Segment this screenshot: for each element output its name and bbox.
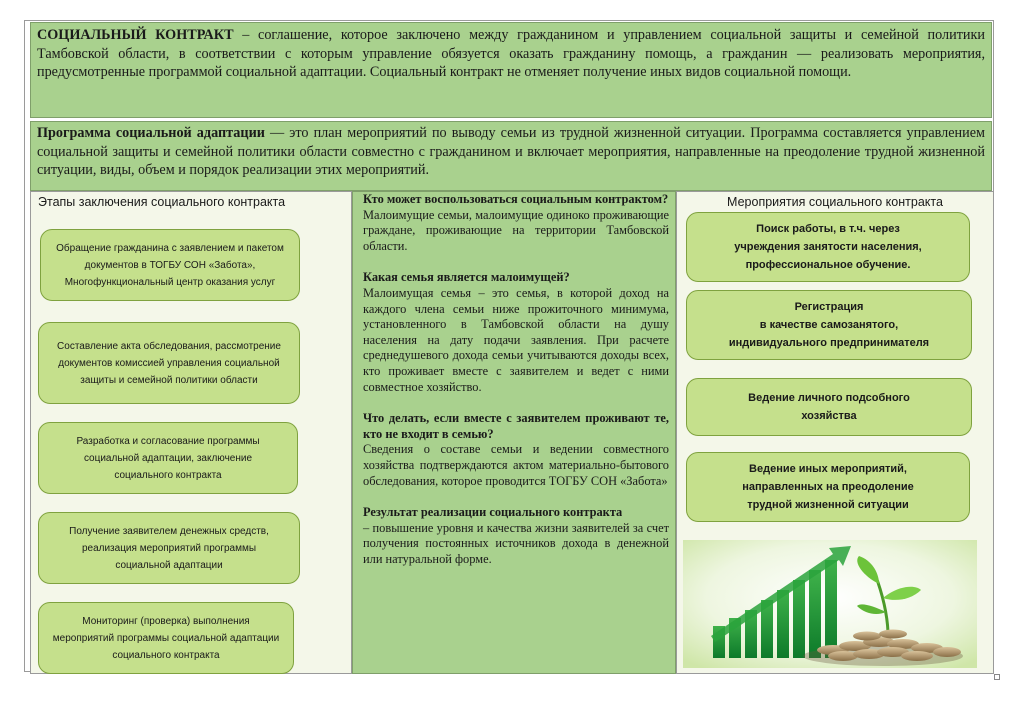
activity-line: Регистрация <box>794 301 864 313</box>
stage-line: защиты и семейной политики области <box>80 374 258 386</box>
stage-line: Обращение гражданина с заявлением и пакетом <box>56 242 284 254</box>
stage-line: социального контракта <box>112 649 220 661</box>
faq-question: Какая семья является малоимущей? <box>363 270 570 285</box>
activity-line: направленных на преодоление <box>742 481 914 493</box>
stage-card-4 <box>38 512 300 584</box>
stage-card-5 <box>38 602 294 674</box>
stages-title: Этапы заключения социального контракта <box>38 195 286 209</box>
activity-line: Ведение иных мероприятий, <box>749 463 907 475</box>
faq-question: Кто может воспользоваться социальным контрактом? <box>363 192 669 206</box>
intro-term: СОЦИАЛЬНЫЙ КОНТРАКТ <box>37 27 234 43</box>
intro-text: – соглашение, которое заключено между гражданином и управлением социальной защиты и семейной политики Тамбовской области, в соответствии с которым управление обязуется оказать гражданину помощь, а гражданин — реализовать мероприятия, предусмотренные программой социальной адаптации. Социальный контракт не отменяет получение иных видов социальной помощи. <box>37 27 985 80</box>
faq-question: Что делать, если вместе с заявителем проживают те, кто не входит в семью? <box>363 411 669 441</box>
page-corner-marker <box>994 674 1000 680</box>
activity-line: профессиональное обучение. <box>745 259 911 271</box>
activity-card-4 <box>686 452 970 522</box>
faq-question: Результат реализации социального контракта <box>363 505 623 520</box>
program-block <box>30 121 992 191</box>
activities-title: Мероприятия социального контракта <box>727 195 943 209</box>
stage-line: социальной адаптации, заключение <box>83 452 253 464</box>
faq-column <box>352 191 676 674</box>
faq-answer: Малоимущая семья – это семья, в которой доход на каждого члена семьи ниже прожиточного минимума, установленного в Тамбовской области на душу населения на дату подачи заявления. При расчете среднедушевого дохода семьи учитываются доходы всех, кто проживает вместе с заявителем и ведет с ними совместное хозяйство. <box>363 285 669 394</box>
activity-line: трудной жизненной ситуации <box>747 499 909 511</box>
stage-line: социальной адаптации <box>115 559 223 571</box>
activity-card-2 <box>686 290 972 360</box>
stage-card-3 <box>38 422 298 494</box>
program-text: — это план мероприятий по выводу семьи из трудной жизненной ситуации. Программа составляется управлением социальной защиты и семейной политики области совместно с гражданином и включает мероприятия, направленные на преодоление трудной жизненной ситуации, виды, объем и порядок реализации этих мероприятий. <box>37 125 985 178</box>
stage-card-1 <box>40 229 300 301</box>
stage-line: социального контракта <box>114 469 222 481</box>
stage-line: Многофункциональный центр оказания услуг <box>64 276 276 288</box>
activity-line: Поиск работы, в т.ч. через <box>756 223 900 235</box>
faq-answer: – повышение уровня и качества жизни заявителей за счет получения постоянных источников дохода в денежной или натуральной форме. <box>363 520 669 566</box>
stage-line: мероприятий программы социальной адаптации <box>52 632 280 644</box>
activity-line: хозяйства <box>801 410 857 422</box>
activity-line: в качестве самозанятого, <box>759 319 899 331</box>
stage-line: Разработка и согласование программы <box>76 435 260 447</box>
program-term: Программа социальной адаптации <box>37 125 265 141</box>
growth-coins-illustration <box>683 540 977 668</box>
stage-card-2 <box>38 322 300 404</box>
stage-line: документов комиссией управления социальной <box>58 357 280 369</box>
stage-line: Получение заявителем денежных средств, <box>69 525 269 537</box>
stage-line: Составление акта обследования, рассмотрение <box>57 340 281 352</box>
activity-card-1 <box>686 212 970 282</box>
faq-answer: Сведения о составе семьи и ведении совместного хозяйства подтверждаются актом материально-бытового обследования, которое проводится ТОГБУ СОН «Забота» <box>363 442 669 488</box>
intro-block <box>30 22 992 118</box>
activity-card-3 <box>686 378 972 436</box>
stage-line: Мониторинг (проверка) выполнения <box>82 615 250 627</box>
stage-line: реализация мероприятий программы <box>81 542 257 554</box>
activity-line: Ведение личного подсобного <box>748 392 910 404</box>
activity-line: учреждения занятости населения, <box>734 241 922 253</box>
faq-text <box>363 192 669 567</box>
activity-line: индивидуального предпринимателя <box>728 337 930 349</box>
faq-answer: Малоимущие семьи, малоимущие одиноко проживающие граждане, проживающие на территории Тамбовской области. <box>363 207 669 253</box>
stage-line: документов в ТОГБУ СОН «Забота», <box>84 259 256 271</box>
